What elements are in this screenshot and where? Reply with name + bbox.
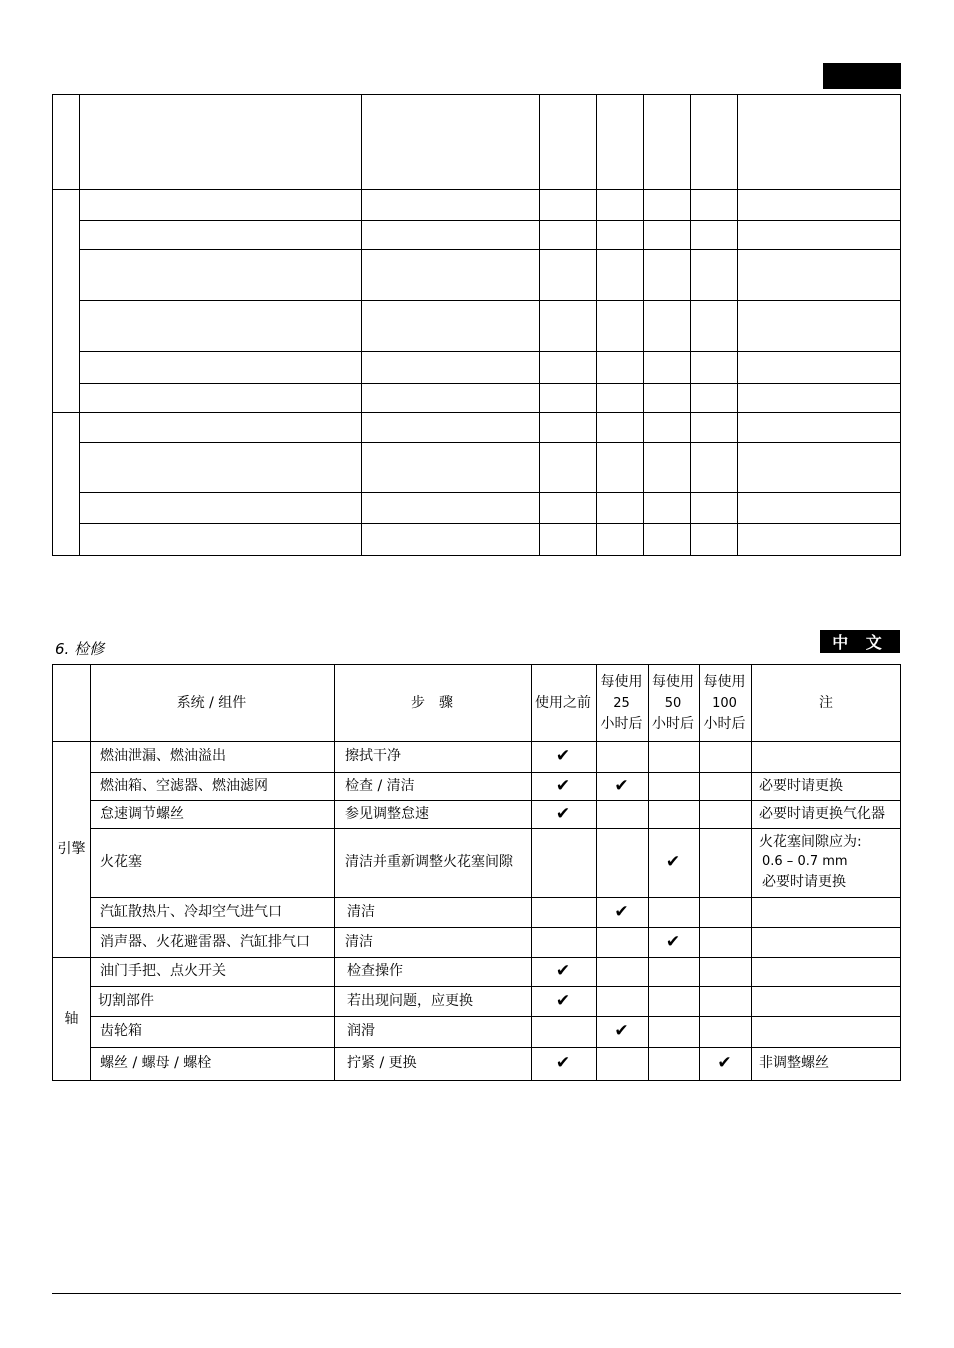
row-1-component: 燃油泄漏、燃油溢出: [100, 748, 226, 764]
row-3-component: 怠速调节螺丝: [100, 805, 184, 822]
row-4-note: 火花塞间隙应为: 0.6 – 0.7 mm 必要时请更换: [759, 834, 862, 890]
header-every-25-hours: 每使用 25 小时后: [600, 673, 643, 732]
row-10-procedure: 拧紧 / 更换: [347, 1055, 417, 1071]
header-component: 系统 / 组件: [176, 694, 247, 711]
row-9-procedure: 润滑: [347, 1023, 375, 1039]
row-2-check-25-hours: ✔: [614, 775, 629, 796]
row-8-component: 切割部件: [98, 992, 154, 1009]
language-badge: 中 文: [820, 630, 900, 653]
row-10-component: 螺丝 / 螺母 / 螺栓: [100, 1055, 212, 1071]
row-1-procedure: 擦拭干净: [345, 748, 401, 764]
row-3-procedure: 参见调整怠速: [345, 805, 429, 822]
row-9-check-25-hours: ✔: [614, 1021, 629, 1041]
group-engine: 引擎: [57, 840, 86, 857]
row-4-procedure: 清洁并重新调整火花塞间隙: [345, 853, 513, 870]
empty-maintenance-table: [52, 94, 901, 556]
row-5-check-25-hours: ✔: [614, 901, 629, 922]
row-4-check-50-hours: ✔: [665, 851, 681, 872]
row-8-procedure: 若出现问题，应更换: [347, 992, 473, 1009]
footer-rule: [52, 1293, 901, 1294]
header-every-50-hours: 每使用 50 小时后: [652, 673, 694, 732]
row-10-note: 非调整螺丝: [759, 1055, 829, 1071]
row-8-check-before-use: ✔: [555, 990, 571, 1011]
row-6-check-50-hours: ✔: [665, 931, 681, 952]
top-language-tab: [823, 63, 901, 89]
row-4-component: 火花塞: [100, 853, 142, 870]
row-9-component: 齿轮箱: [100, 1023, 142, 1039]
group-shaft: 轴: [64, 1010, 79, 1027]
row-3-check-before-use: ✔: [555, 803, 571, 824]
row-7-check-before-use: ✔: [555, 961, 571, 981]
row-2-procedure: 检查 / 清洁: [345, 777, 415, 794]
header-before-use: 使用之前: [535, 694, 591, 711]
row-2-check-before-use: ✔: [555, 775, 571, 796]
header-every-100-hours: 每使用 100 小时后: [703, 673, 746, 732]
row-5-component: 汽缸散热片、冷却空气进气口: [100, 903, 282, 920]
header-notes: 注: [819, 694, 833, 711]
row-3-note: 必要时请更换气化器: [759, 805, 885, 822]
row-10-check-100-hours: ✔: [717, 1053, 732, 1073]
row-7-component: 油门手把、点火开关: [100, 963, 226, 979]
section-title: 6. 检修: [55, 640, 105, 658]
header-procedure: 步 骤: [411, 694, 453, 711]
row-2-component: 燃油箱、空滤器、燃油滤网: [100, 777, 268, 794]
row-6-component: 消声器、火花避雷器、汽缸排气口: [100, 933, 310, 950]
row-10-check-before-use: ✔: [555, 1053, 571, 1073]
row-5-procedure: 清洁: [347, 903, 375, 920]
row-1-check-before-use: ✔: [555, 746, 571, 766]
row-7-procedure: 检查操作: [347, 963, 403, 979]
row-6-procedure: 清洁: [345, 933, 373, 950]
row-2-note: 必要时请更换: [759, 777, 843, 794]
